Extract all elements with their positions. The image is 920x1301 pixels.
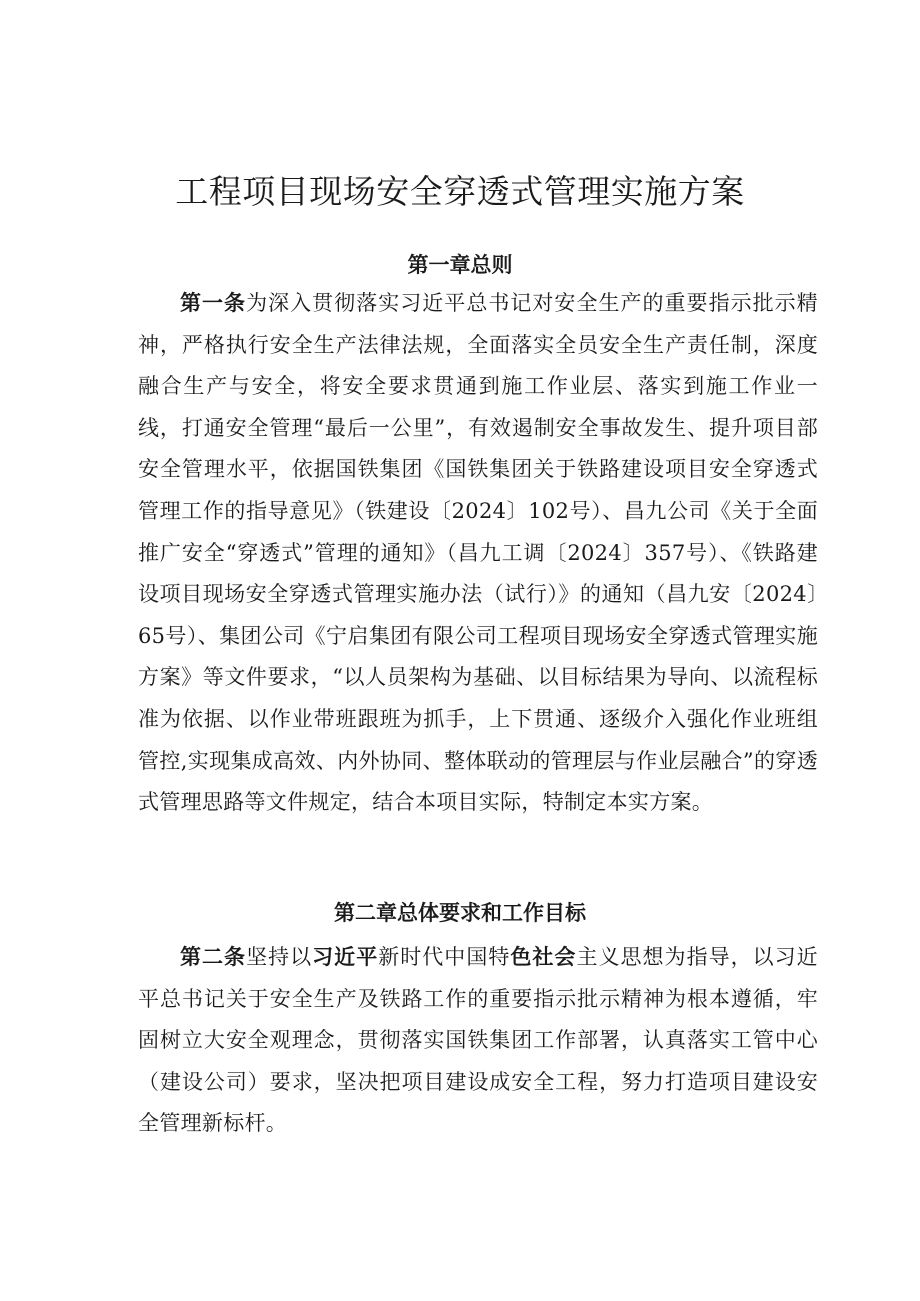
article-1-text: 为深入贯彻落实习近平总书记对安全生产的重要指示批示精神，严格执行安全生产法律法规，全面落实全员安全生产责任制，深度融合生产与安全，将安全要求贯通到施工作业层、落实到施工作业一线，打通安全管理“最后一公里”，有效遏制安全事故发生、提升项目部安全管理水平，依据国铁集团《国铁集团关于铁路建设项目安全穿透式管理工作的指导意见》（铁建设〔2024〕102号）、昌九公司《关于全面推广安全“穿透式”管理的通知》（昌九工调〔2024〕357号）、《铁路建设项目现场安全穿透式管理实施办法（试行）》的通知（昌九安〔2024〕65号）、集团公司《宁启集团有限公司工程项目现场安全穿透式管理实施方案》等文件要求，“以人员架构为基础、以目标结果为导向、以流程标准为依据、以作业带班跟班为抓手，上下贯通、逐级介入强化作业班组管控,实现集成高效、内外协同、整体联动的管理层与作业层融合”的穿透式管理思路等文件规定，结合本项目实际，特制定本实方案。	[138, 291, 818, 815]
chapter-1-heading: 第一章总则	[407, 253, 513, 277]
article-2-emphasis-1: 习近平	[312, 945, 379, 969]
document-title: 工程项目现场安全穿透式管理实施方案	[175, 172, 745, 211]
article-2-text-part3: 主义思想为指导，以习近平总书记关于安全生产及铁路工作的重要指示批示精神为根本遵循，牢固树立大安全观理念，贯彻落实国铁集团工作部署，认真落实工管中心（建设公司）要求，坚决把项目建设成安全工程，努力打造项目建设安全管理新标杆。	[138, 945, 818, 1136]
article-2-text-part2: 新时代中国特	[378, 945, 511, 969]
article-2-paragraph	[138, 937, 818, 1145]
article-1-label: 第一条	[180, 291, 247, 315]
article-2-label: 第二条	[180, 945, 247, 969]
chapter-2-heading: 第二章总体要求和工作目标	[334, 901, 586, 925]
article-1-paragraph	[138, 283, 818, 824]
article-2-emphasis-2: 色社会	[510, 945, 577, 969]
article-2-text-part1: 坚持以	[246, 945, 313, 969]
